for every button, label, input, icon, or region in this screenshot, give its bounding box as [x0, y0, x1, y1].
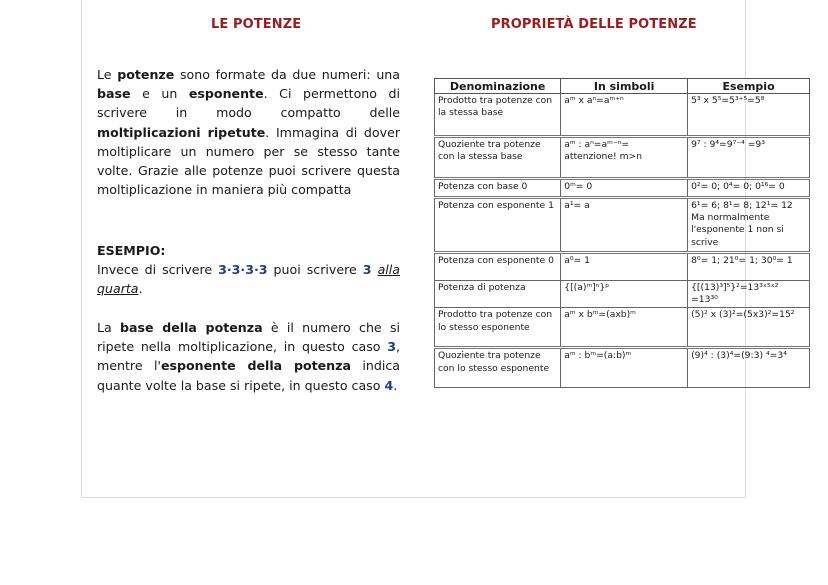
row-symbol: a¹= a	[561, 198, 688, 253]
row-example: {[(13)³]⁵}²=13³ˣ⁵ˣ² =13³⁰	[688, 281, 810, 308]
row-example: 8⁰= 1; 21⁰= 1; 30⁰= 1	[688, 253, 810, 281]
row-example: 5³ x 5⁵=5³⁺⁵=5⁸	[688, 94, 810, 137]
properties-table	[434, 78, 810, 388]
header-in-simboli: In simboli	[561, 79, 688, 94]
row-name: Prodotto tra potenze con lo stesso esponente	[435, 308, 561, 348]
header-esempio: Esempio	[688, 79, 810, 94]
example-paragraph: ESEMPIO: Invece di scrivere 3·3·3·3 puoi scrivere 3 alla quarta.	[97, 243, 400, 297]
row-example: (5)² x (3)²=(5x3)²=15²	[688, 308, 810, 348]
example-heading: ESEMPIO:	[97, 243, 166, 258]
row-name: Prodotto tra potenze con la stessa base	[435, 94, 561, 137]
row-name: Potenza di potenza	[435, 281, 561, 308]
right-title: PROPRIETÀ DELLE POTENZE	[491, 17, 697, 32]
table-row	[435, 281, 810, 308]
table-row	[435, 94, 810, 137]
document-page	[81, 0, 795, 498]
row-name: Potenza con base 0	[435, 179, 561, 198]
row-name: Potenza con esponente 1	[435, 198, 561, 253]
row-symbol: aᵐ : aⁿ=aᵐ⁻ⁿ= attenzione! m>n	[561, 137, 688, 179]
row-name: Quoziente tra potenze con la stessa base	[435, 137, 561, 179]
table-row	[435, 137, 810, 179]
table-row	[435, 198, 810, 253]
left-title: LE POTENZE	[211, 17, 302, 32]
row-symbol: aᵐ x aⁿ=aᵐ⁺ⁿ	[561, 94, 688, 137]
table-row	[435, 308, 810, 348]
row-symbol: {[(a)ᵐ]ⁿ}ᵖ	[561, 281, 688, 308]
row-name: Quoziente tra potenze con lo stesso esponente	[435, 348, 561, 388]
table-header-row	[435, 79, 810, 94]
row-symbol: 0ᵐ= 0	[561, 179, 688, 198]
header-denominazione: Denominazione	[435, 79, 561, 94]
row-symbol: aᵐ x bᵐ=(axb)ᵐ	[561, 308, 688, 348]
intro-paragraph: Le potenze sono formate da due numeri: una base e un esponente. Ci permettono di scrivere in modo compatto delle moltiplicazioni ripetute. Immagina di dover moltiplicare un numero per se stesso tante volte. Grazie alle potenze puoi scrivere questa moltiplicazione in maniera più compatta	[97, 67, 401, 198]
base-paragraph: La base della potenza è il numero che si ripete nella moltiplicazione, in questo caso 3, mentre l'esponente della potenza indica quante volte la base si ripete, in questo caso 4.	[97, 320, 401, 393]
row-symbol: aᵐ : bᵐ=(a:b)ᵐ	[561, 348, 688, 388]
row-name: Potenza con esponente 0	[435, 253, 561, 281]
table-row	[435, 253, 810, 281]
row-example: 9⁷ : 9⁴=9⁷⁻⁴ =9³	[688, 137, 810, 179]
row-example: (9)⁴ : (3)⁴=(9:3) ⁴=3⁴	[688, 348, 810, 388]
row-example: 0²= 0; 0⁴= 0; 0¹⁶= 0	[688, 179, 810, 198]
table-row	[435, 179, 810, 198]
row-example: 6¹= 6; 8¹= 8; 12¹= 12 Ma normalmente l'esponente 1 non si scrive	[688, 198, 810, 253]
table-row	[435, 348, 810, 388]
row-symbol: a⁰= 1	[561, 253, 688, 281]
